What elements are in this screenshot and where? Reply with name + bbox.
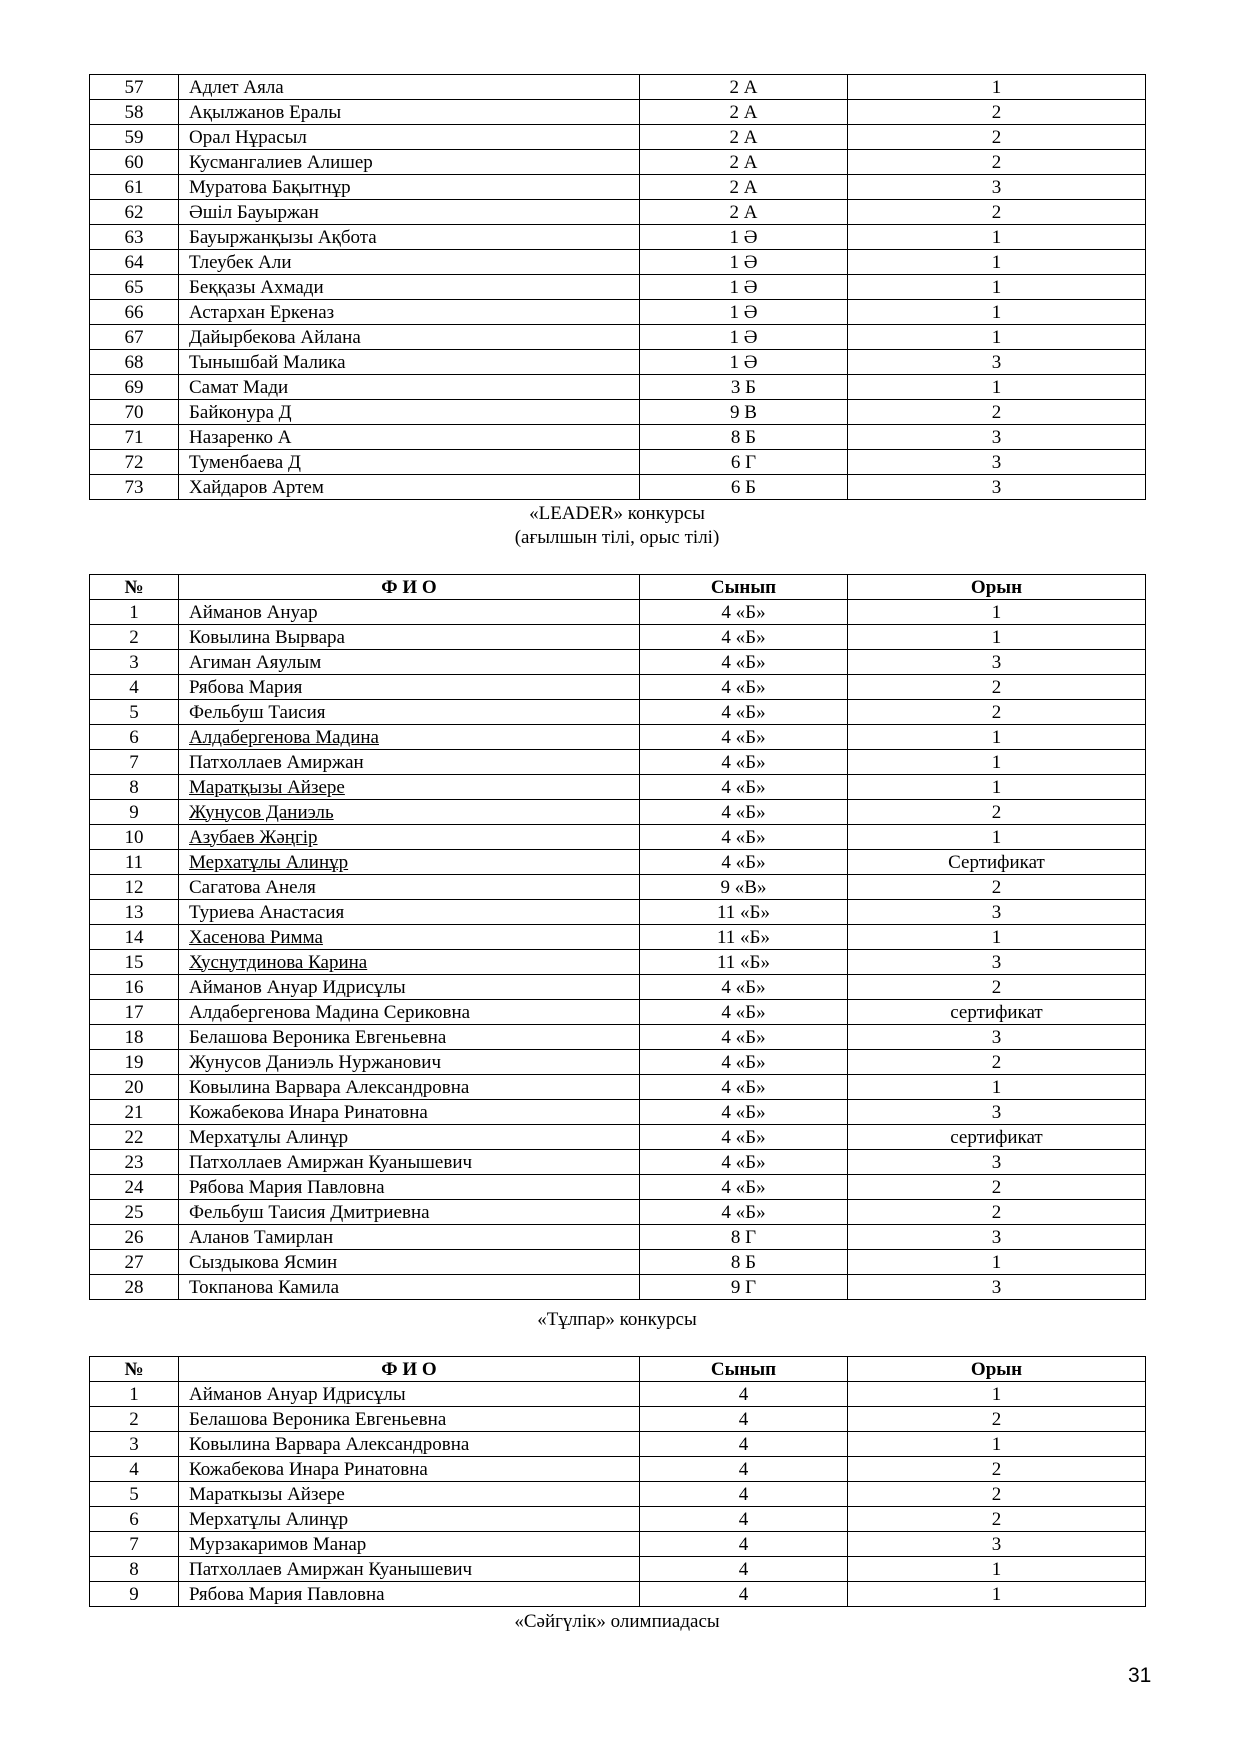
cell-place: 3 [848, 425, 1146, 450]
cell-num: 5 [90, 1482, 179, 1507]
cell-class: 4 «Б» [640, 1150, 848, 1175]
cell-name: Айманов Ануар Идрисұлы [179, 1382, 640, 1407]
cell-num: 65 [90, 275, 179, 300]
cell-num: 6 [90, 1507, 179, 1532]
table-row [90, 1175, 1146, 1200]
cell-name: Рябова Мария Павловна [179, 1582, 640, 1607]
cell-place: 2 [848, 1200, 1146, 1225]
cell-name: Белашова Вероника Евгеньевна [179, 1025, 640, 1050]
cell-num: 64 [90, 250, 179, 275]
cell-name: Беққазы Ахмади [179, 275, 640, 300]
cell-num: 9 [90, 1582, 179, 1607]
cell-name: Самат Мади [179, 375, 640, 400]
table-row [90, 275, 1146, 300]
table-row [90, 1100, 1146, 1125]
cell-class: 4 [640, 1432, 848, 1457]
cell-place: 3 [848, 650, 1146, 675]
cell-place: 1 [848, 1250, 1146, 1275]
cell-place: 1 [848, 1382, 1146, 1407]
table-row [90, 150, 1146, 175]
cell-num: 8 [90, 775, 179, 800]
cell-place: 1 [848, 725, 1146, 750]
cell-num: 67 [90, 325, 179, 350]
cell-place: 2 [848, 1175, 1146, 1200]
cell-place: 3 [848, 1532, 1146, 1557]
cell-class: 2 А [640, 175, 848, 200]
table-row [90, 825, 1146, 850]
table-row [90, 1507, 1146, 1532]
cell-name: Мурзакаримов Манар [179, 1532, 640, 1557]
cell-place: 2 [848, 675, 1146, 700]
table-row [90, 1075, 1146, 1100]
table-row [90, 1125, 1146, 1150]
cell-place: 1 [848, 1557, 1146, 1582]
cell-place: 1 [848, 1432, 1146, 1457]
cell-name: Байконура Д [179, 400, 640, 425]
cell-num: 61 [90, 175, 179, 200]
cell-class: 4 «Б» [640, 675, 848, 700]
cell-place: 1 [848, 75, 1146, 100]
cell-name: Маратқызы Айзере [179, 775, 640, 800]
cell-num: 27 [90, 1250, 179, 1275]
results-table-continued [89, 74, 1146, 500]
table-row [90, 1432, 1146, 1457]
cell-name: Агиман Аяулым [179, 650, 640, 675]
table-row [90, 250, 1146, 275]
cell-num: 7 [90, 750, 179, 775]
cell-place: 1 [848, 375, 1146, 400]
cell-place: 3 [848, 950, 1146, 975]
cell-name: Ковылина Варвара Александровна [179, 1432, 640, 1457]
cell-num: 60 [90, 150, 179, 175]
cell-place: 2 [848, 400, 1146, 425]
cell-class: 4 «Б» [640, 725, 848, 750]
cell-name: Рябова Мария Павловна [179, 1175, 640, 1200]
header-place: Орын [848, 575, 1146, 600]
table-row [90, 75, 1146, 100]
table-row [90, 1482, 1146, 1507]
cell-name: Ковылина Варвара Александровна [179, 1075, 640, 1100]
cell-place: 1 [848, 1075, 1146, 1100]
cell-class: 1 Ә [640, 250, 848, 275]
cell-class: 1 Ә [640, 350, 848, 375]
cell-place: 2 [848, 1050, 1146, 1075]
cell-num: 22 [90, 1125, 179, 1150]
cell-name: Жунусов Даниэль [179, 800, 640, 825]
cell-num: 3 [90, 650, 179, 675]
cell-name: Орал Нұрасыл [179, 125, 640, 150]
cell-class: 1 Ә [640, 325, 848, 350]
table-row [90, 1025, 1146, 1050]
table-row [90, 1225, 1146, 1250]
cell-name: Назаренко А [179, 425, 640, 450]
cell-num: 2 [90, 1407, 179, 1432]
cell-name: Кожабекова Инара Ринатовна [179, 1457, 640, 1482]
page-number: 31 [1128, 1664, 1152, 1687]
table-row [90, 450, 1146, 475]
cell-num: 63 [90, 225, 179, 250]
table-row [90, 1582, 1146, 1607]
header-place: Орын [848, 1357, 1146, 1382]
cell-class: 11 «Б» [640, 900, 848, 925]
table-row [90, 750, 1146, 775]
cell-class: 4 [640, 1507, 848, 1532]
cell-place: 1 [848, 625, 1146, 650]
cell-name: Тынышбай Малика [179, 350, 640, 375]
table-row [90, 775, 1146, 800]
cell-place: 2 [848, 1407, 1146, 1432]
table-row [90, 325, 1146, 350]
table-header-row [90, 1357, 1146, 1382]
table-row [90, 1382, 1146, 1407]
cell-num: 62 [90, 200, 179, 225]
cell-place: 3 [848, 1025, 1146, 1050]
cell-place: 2 [848, 700, 1146, 725]
cell-class: 4 «Б» [640, 1100, 848, 1125]
cell-num: 59 [90, 125, 179, 150]
cell-class: 4 «Б» [640, 625, 848, 650]
table-row [90, 1457, 1146, 1482]
cell-num: 1 [90, 600, 179, 625]
cell-place: 1 [848, 250, 1146, 275]
table-row [90, 650, 1146, 675]
cell-place: сертификат [848, 1125, 1146, 1150]
table-row [90, 1150, 1146, 1175]
cell-name: Фельбуш Таисия Дмитриевна [179, 1200, 640, 1225]
cell-class: 4 «Б» [640, 600, 848, 625]
cell-name: Патхоллаев Амиржан Куанышевич [179, 1150, 640, 1175]
table-row [90, 850, 1146, 875]
table-row [90, 950, 1146, 975]
cell-num: 17 [90, 1000, 179, 1025]
header-num: № [90, 575, 179, 600]
cell-class: 4 [640, 1457, 848, 1482]
cell-num: 1 [90, 1382, 179, 1407]
table-row [90, 400, 1146, 425]
cell-name: Кусмангалиев Алишер [179, 150, 640, 175]
cell-name: Ковылина Вырвара [179, 625, 640, 650]
cell-name: Фельбуш Таисия [179, 700, 640, 725]
cell-class: 4 [640, 1382, 848, 1407]
cell-class: 11 «Б» [640, 925, 848, 950]
cell-class: 9 «В» [640, 875, 848, 900]
leader-results-table [89, 574, 1146, 1300]
cell-num: 26 [90, 1225, 179, 1250]
cell-class: 4 «Б» [640, 850, 848, 875]
header-class: Сынып [640, 1357, 848, 1382]
cell-place: Сертификат [848, 850, 1146, 875]
cell-class: 4 «Б» [640, 775, 848, 800]
cell-name: Хайдаров Артем [179, 475, 640, 500]
cell-name: Токпанова Камила [179, 1275, 640, 1300]
table-row [90, 700, 1146, 725]
cell-name: Алдабергенова Мадина Сериковна [179, 1000, 640, 1025]
cell-place: 3 [848, 1225, 1146, 1250]
cell-name: Туменбаева Д [179, 450, 640, 475]
cell-place: 1 [848, 825, 1146, 850]
cell-class: 6 Г [640, 450, 848, 475]
cell-class: 4 «Б» [640, 1025, 848, 1050]
cell-name: Аланов Тамирлан [179, 1225, 640, 1250]
cell-place: 3 [848, 1275, 1146, 1300]
cell-class: 4 [640, 1532, 848, 1557]
cell-num: 12 [90, 875, 179, 900]
cell-name: Хасенова Римма [179, 925, 640, 950]
cell-num: 57 [90, 75, 179, 100]
table-row [90, 175, 1146, 200]
header-class: Сынып [640, 575, 848, 600]
table-row [90, 1557, 1146, 1582]
cell-num: 14 [90, 925, 179, 950]
cell-num: 69 [90, 375, 179, 400]
cell-class: 9 Г [640, 1275, 848, 1300]
table-row [90, 1275, 1146, 1300]
cell-name: Мерхатұлы Алинұр [179, 1507, 640, 1532]
cell-num: 6 [90, 725, 179, 750]
cell-name: Ақылжанов Ералы [179, 100, 640, 125]
cell-num: 18 [90, 1025, 179, 1050]
table-row [90, 625, 1146, 650]
cell-name: Рябова Мария [179, 675, 640, 700]
cell-class: 4 «Б» [640, 1050, 848, 1075]
cell-name: Әшіл Бауыржан [179, 200, 640, 225]
cell-name: Хуснутдинова Карина [179, 950, 640, 975]
cell-class: 8 Б [640, 425, 848, 450]
cell-name: Туриева Анастасия [179, 900, 640, 925]
cell-class: 4 «Б» [640, 800, 848, 825]
table-row [90, 675, 1146, 700]
cell-num: 71 [90, 425, 179, 450]
cell-name: Муратова Бақытнұр [179, 175, 640, 200]
cell-num: 28 [90, 1275, 179, 1300]
cell-class: 1 Ә [640, 300, 848, 325]
table-row [90, 1532, 1146, 1557]
table-row [90, 100, 1146, 125]
cell-place: 2 [848, 1457, 1146, 1482]
cell-place: 1 [848, 600, 1146, 625]
cell-class: 3 Б [640, 375, 848, 400]
cell-class: 2 А [640, 200, 848, 225]
cell-num: 70 [90, 400, 179, 425]
table-row [90, 300, 1146, 325]
cell-place: 2 [848, 150, 1146, 175]
table-row [90, 900, 1146, 925]
cell-class: 4 «Б» [640, 1075, 848, 1100]
tulpar-results-table [89, 1356, 1146, 1607]
cell-name: Айманов Ануар [179, 600, 640, 625]
cell-place: 1 [848, 1582, 1146, 1607]
cell-num: 73 [90, 475, 179, 500]
cell-place: 3 [848, 900, 1146, 925]
cell-place: сертификат [848, 1000, 1146, 1025]
cell-class: 4 [640, 1407, 848, 1432]
cell-num: 24 [90, 1175, 179, 1200]
cell-num: 8 [90, 1557, 179, 1582]
cell-name: Дайырбекова Айлана [179, 325, 640, 350]
table-row [90, 225, 1146, 250]
cell-place: 2 [848, 800, 1146, 825]
cell-name: Кожабекова Инара Ринатовна [179, 1100, 640, 1125]
header-num: № [90, 1357, 179, 1382]
cell-num: 5 [90, 700, 179, 725]
cell-class: 9 В [640, 400, 848, 425]
cell-class: 4 [640, 1582, 848, 1607]
tulpar-contest-caption: «Тұлпар» конкурсы [537, 1309, 697, 1330]
saigulik-olympiad-caption: «Сәйгүлік» олимпиадасы [514, 1611, 720, 1632]
cell-class: 4 «Б» [640, 825, 848, 850]
cell-name: Сыздыкова Ясмин [179, 1250, 640, 1275]
cell-place: 1 [848, 300, 1146, 325]
cell-place: 3 [848, 475, 1146, 500]
cell-class: 4 «Б» [640, 1000, 848, 1025]
cell-place: 2 [848, 100, 1146, 125]
cell-place: 2 [848, 200, 1146, 225]
cell-num: 4 [90, 1457, 179, 1482]
leader-contest-title: «LEADER» конкурсы [529, 503, 705, 524]
cell-name: Мерхатұлы Алинұр [179, 850, 640, 875]
table-row [90, 475, 1146, 500]
table-row [90, 600, 1146, 625]
table-row [90, 725, 1146, 750]
cell-class: 1 Ә [640, 225, 848, 250]
header-name: Ф И О [179, 575, 640, 600]
cell-name: Алдабергенова Мадина [179, 725, 640, 750]
table-row [90, 1000, 1146, 1025]
cell-name: Патхоллаев Амиржан [179, 750, 640, 775]
cell-place: 3 [848, 350, 1146, 375]
cell-name: Белашова Вероника Евгеньевна [179, 1407, 640, 1432]
cell-num: 9 [90, 800, 179, 825]
cell-place: 3 [848, 450, 1146, 475]
table-row [90, 875, 1146, 900]
cell-class: 2 А [640, 150, 848, 175]
cell-name: Патхоллаев Амиржан Куанышевич [179, 1557, 640, 1582]
leader-contest-caption [89, 502, 1145, 550]
cell-num: 2 [90, 625, 179, 650]
cell-name: Адлет Аяла [179, 75, 640, 100]
cell-place: 3 [848, 1100, 1146, 1125]
table-row [90, 1050, 1146, 1075]
cell-class: 4 «Б» [640, 750, 848, 775]
cell-num: 21 [90, 1100, 179, 1125]
cell-place: 2 [848, 975, 1146, 1000]
table-row [90, 425, 1146, 450]
cell-class: 1 Ә [640, 275, 848, 300]
cell-place: 1 [848, 225, 1146, 250]
table-row [90, 925, 1146, 950]
header-name: Ф И О [179, 1357, 640, 1382]
cell-num: 23 [90, 1150, 179, 1175]
cell-class: 4 «Б» [640, 975, 848, 1000]
cell-num: 58 [90, 100, 179, 125]
cell-num: 3 [90, 1432, 179, 1457]
table-row [90, 350, 1146, 375]
cell-place: 2 [848, 1482, 1146, 1507]
cell-class: 8 Г [640, 1225, 848, 1250]
cell-class: 4 «Б» [640, 1200, 848, 1225]
table-header-row [90, 575, 1146, 600]
cell-num: 25 [90, 1200, 179, 1225]
cell-class: 2 А [640, 100, 848, 125]
cell-num: 68 [90, 350, 179, 375]
cell-place: 3 [848, 1150, 1146, 1175]
cell-class: 2 А [640, 75, 848, 100]
cell-place: 2 [848, 1507, 1146, 1532]
cell-name: Бауыржанқызы Ақбота [179, 225, 640, 250]
table-row [90, 975, 1146, 1000]
cell-name: Азубаев Жәңгір [179, 825, 640, 850]
cell-num: 7 [90, 1532, 179, 1557]
cell-class: 8 Б [640, 1250, 848, 1275]
cell-num: 16 [90, 975, 179, 1000]
cell-class: 4 [640, 1557, 848, 1582]
table-row [90, 1200, 1146, 1225]
cell-place: 1 [848, 925, 1146, 950]
cell-num: 66 [90, 300, 179, 325]
cell-num: 19 [90, 1050, 179, 1075]
cell-place: 2 [848, 125, 1146, 150]
cell-place: 1 [848, 775, 1146, 800]
cell-num: 4 [90, 675, 179, 700]
cell-place: 3 [848, 175, 1146, 200]
cell-place: 1 [848, 275, 1146, 300]
cell-num: 11 [90, 850, 179, 875]
cell-name: Сагатова Анеля [179, 875, 640, 900]
cell-name: Жунусов Даниэль Нуржанович [179, 1050, 640, 1075]
cell-name: Тлеубек Али [179, 250, 640, 275]
leader-contest-subtitle: (ағылшын тілі, орыс тілі) [514, 527, 720, 548]
table-row [90, 1407, 1146, 1432]
table-row [90, 1250, 1146, 1275]
cell-place: 2 [848, 875, 1146, 900]
cell-name: Мараткызы Айзере [179, 1482, 640, 1507]
table-row [90, 200, 1146, 225]
cell-name: Мерхатұлы Алинұр [179, 1125, 640, 1150]
cell-place: 1 [848, 750, 1146, 775]
cell-name: Астархан Еркеназ [179, 300, 640, 325]
cell-name: Айманов Ануар Идрисұлы [179, 975, 640, 1000]
cell-num: 13 [90, 900, 179, 925]
cell-class: 11 «Б» [640, 950, 848, 975]
cell-class: 6 Б [640, 475, 848, 500]
cell-num: 10 [90, 825, 179, 850]
table-row [90, 800, 1146, 825]
table-row [90, 125, 1146, 150]
cell-num: 15 [90, 950, 179, 975]
cell-class: 2 А [640, 125, 848, 150]
cell-place: 1 [848, 325, 1146, 350]
cell-class: 4 «Б» [640, 1125, 848, 1150]
cell-class: 4 «Б» [640, 1175, 848, 1200]
cell-class: 4 «Б» [640, 700, 848, 725]
cell-class: 4 «Б» [640, 650, 848, 675]
cell-num: 20 [90, 1075, 179, 1100]
cell-num: 72 [90, 450, 179, 475]
table-row [90, 375, 1146, 400]
cell-class: 4 [640, 1482, 848, 1507]
